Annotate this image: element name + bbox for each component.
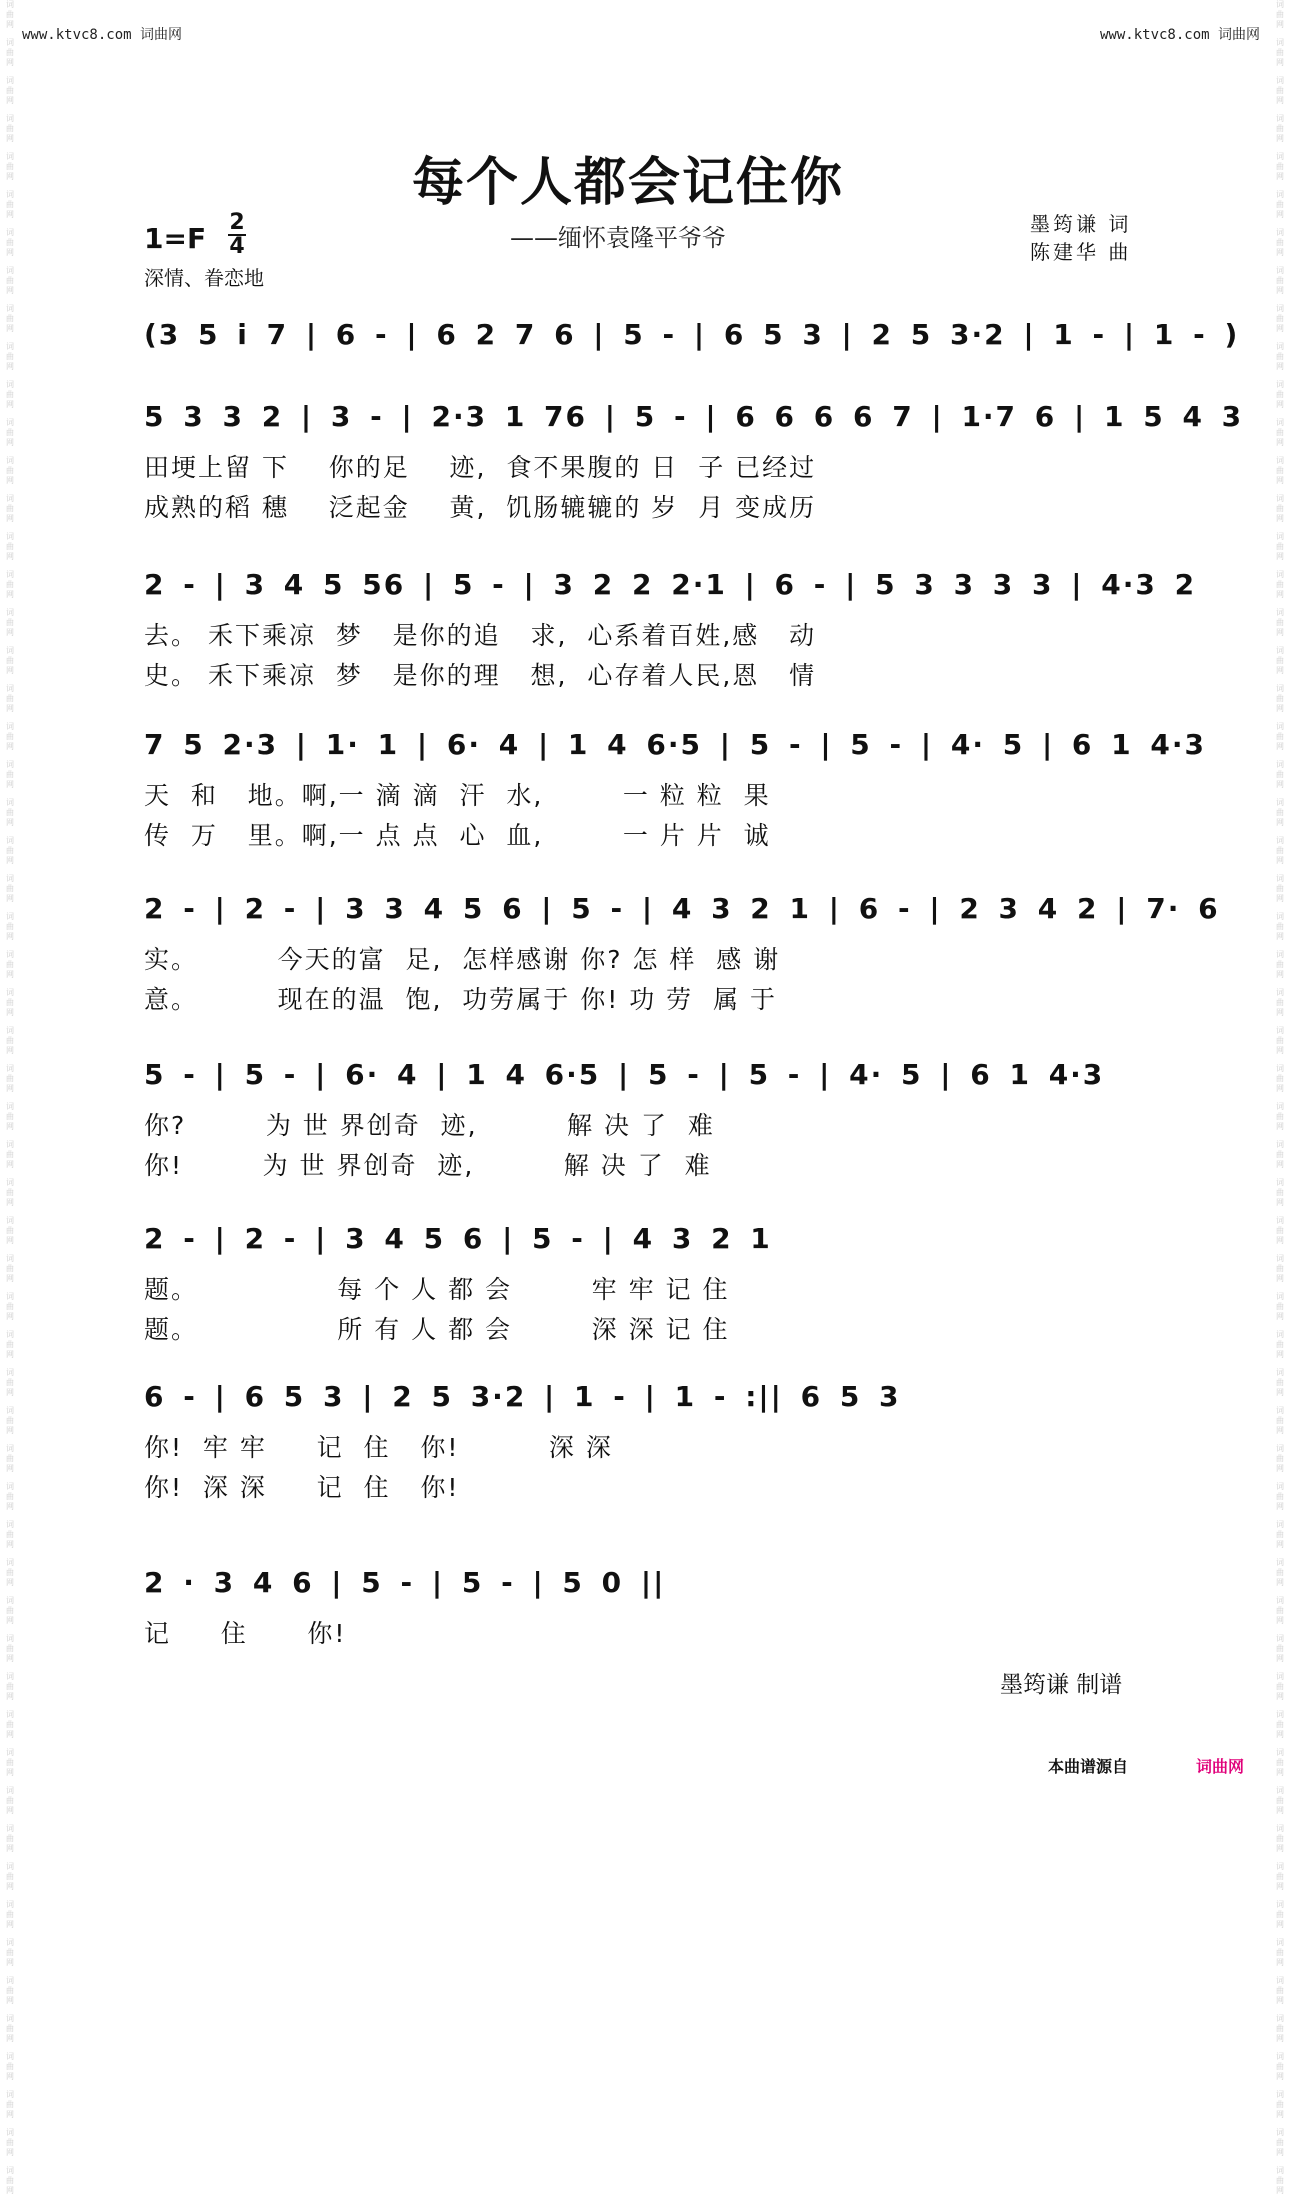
notation-line: 5 - | 5 - | 6· 4 | 1 4 6·5 | 5 - | 5 - | 4· 5 | 6 1 4·3	[144, 1058, 1105, 1091]
notation-line: 2 · 3 4 6 | 5 - | 5 - | 5 0 ||	[144, 1566, 666, 1599]
source-site: 词曲网	[1196, 1757, 1245, 1776]
song-subtitle: ——缅怀袁隆平爷爷	[510, 224, 726, 252]
lyrics-verse-2: 你! 深 深 记 住 你!	[144, 1473, 460, 1502]
lyrics-verse-2: 传 万 里。啊,一 点 点 心 血, 一 片 片 诚	[144, 821, 771, 850]
lyrics-verse-1: 你? 为 世 界创奇 迹, 解 决 了 难	[144, 1111, 715, 1140]
header-left-site: www.ktvc8.com 词曲网	[22, 27, 183, 43]
score-maker: 墨筠谦 制谱	[1000, 1672, 1123, 1698]
notation-line: 6 - | 6 5 3 | 2 5 3·2 | 1 - | 1 - :|| 6 5 3	[144, 1380, 901, 1413]
lyrics-verse-2: 成熟的稻 穗 泛起金 黄, 饥肠辘辘的 岁 月 变成历	[144, 493, 817, 522]
lyrics-verse-1: 题。 每 个 人 都 会 牢 牢 记 住	[144, 1275, 730, 1304]
tempo-marking: 深情、眷恋地	[144, 266, 264, 290]
lyrics-verse-2: 题。 所 有 人 都 会 深 深 记 住	[144, 1315, 730, 1344]
composer-credit: 陈建华 曲	[1030, 240, 1132, 264]
lyrics-verse-2: 史。 禾下乘凉 梦 是你的理 想, 心存着人民,恩 情	[144, 661, 817, 690]
header-right-site: www.ktvc8.com 词曲网	[1100, 27, 1261, 43]
song-title: 每个人都会记住你	[412, 153, 845, 213]
notation-line: 5 3 3 2 | 3 - | 2·3 1 76 | 5 - | 6 6 6 6 7 | 1·7 6 | 1 5 4 3	[144, 400, 1244, 433]
source-label: 本曲谱源自	[1048, 1757, 1129, 1776]
lyrics-verse-1: 天 和 地。啊,一 滴 滴 汗 水, 一 粒 粒 果	[144, 781, 771, 810]
notation-line: 2 - | 2 - | 3 4 5 6 | 5 - | 4 3 2 1	[144, 1222, 772, 1255]
lyrics-verse-1: 你! 牢 牢 记 住 你! 深 深	[144, 1433, 613, 1462]
lyrics-verse-1: 去。 禾下乘凉 梦 是你的追 求, 心系着百姓,感 动	[144, 621, 817, 650]
left-watermark-column: 词 曲 网 词 曲 网 词 曲 网 词 曲 网 词 曲 网 词 曲 网 词 曲 网 词 曲 网 词 曲 网 词 曲 网 词 曲 网 词 曲 网 词 曲 网 词 曲 网 词 曲 网 词 曲 网 词 曲 网 词 曲 网 词 曲 网 词 曲 网 词 曲 网 词 曲 网 词 曲 网 词 曲 网 词 曲 网 词 曲 网 词 曲 网 词 曲 网 词 曲 网 词 曲 网 词 曲 网 词 曲 网 词 曲 网 词 曲 网 词 曲 网 词 曲 网 词 曲 网 词 曲 网 词 曲 网 词 曲 网 词 曲 网 词 曲 网 词 曲 网 词 曲 网 词 曲 网 词 曲 网 词 曲 网 词 曲 网 词 曲 网 词 曲 网 词 曲 网 词 曲 网 词 曲 网 词 曲 网 词 曲 网 词 曲 网 词 曲 网 词 曲 网	[6, 0, 14, 2195]
time-signature	[228, 212, 246, 258]
lyrics-verse-1: 记 住 你!	[144, 1619, 347, 1648]
lyrics-verse-1: 田埂上留 下 你的足 迹, 食不果腹的 日 子 已经过	[144, 453, 817, 482]
time-signature-bottom: 4	[229, 234, 245, 259]
lyricist-credit: 墨筠谦 词	[1030, 212, 1132, 236]
key-signature: 1=F	[144, 222, 207, 255]
lyrics-verse-2: 意。 现在的温 饱, 功劳属于 你! 功 劳 属 于	[144, 985, 778, 1014]
notation-line: 2 - | 3 4 5 56 | 5 - | 3 2 2 2·1 | 6 - | 5 3 3 3 3 | 4·3 2	[144, 568, 1197, 601]
notation-line: 7 5 2·3 | 1· 1 | 6· 4 | 1 4 6·5 | 5 - | 5 - | 4· 5 | 6 1 4·3	[144, 728, 1206, 761]
time-signature-top: 2	[229, 210, 245, 235]
right-watermark-column: 词 曲 网 词 曲 网 词 曲 网 词 曲 网 词 曲 网 词 曲 网 词 曲 网 词 曲 网 词 曲 网 词 曲 网 词 曲 网 词 曲 网 词 曲 网 词 曲 网 词 曲 网 词 曲 网 词 曲 网 词 曲 网 词 曲 网 词 曲 网 词 曲 网 词 曲 网 词 曲 网 词 曲 网 词 曲 网 词 曲 网 词 曲 网 词 曲 网 词 曲 网 词 曲 网 词 曲 网 词 曲 网 词 曲 网 词 曲 网 词 曲 网 词 曲 网 词 曲 网 词 曲 网 词 曲 网 词 曲 网 词 曲 网 词 曲 网 词 曲 网 词 曲 网 词 曲 网 词 曲 网 词 曲 网 词 曲 网 词 曲 网 词 曲 网 词 曲 网 词 曲 网 词 曲 网 词 曲 网 词 曲 网 词 曲 网 词 曲 网 词 曲 网	[1276, 0, 1284, 2195]
lyrics-verse-1: 实。 今天的富 足, 怎样感谢 你? 怎 样 感 谢	[144, 945, 781, 974]
lyrics-verse-2: 你! 为 世 界创奇 迹, 解 决 了 难	[144, 1151, 712, 1180]
notation-line: (3 5 i 7 | 6 - | 6 2 7 6 | 5 - | 6 5 3 | 2 5 3·2 | 1 - | 1 - )	[144, 318, 1240, 351]
notation-line: 2 - | 2 - | 3 3 4 5 6 | 5 - | 4 3 2 1 | 6 - | 2 3 4 2 | 7· 6	[144, 892, 1220, 925]
